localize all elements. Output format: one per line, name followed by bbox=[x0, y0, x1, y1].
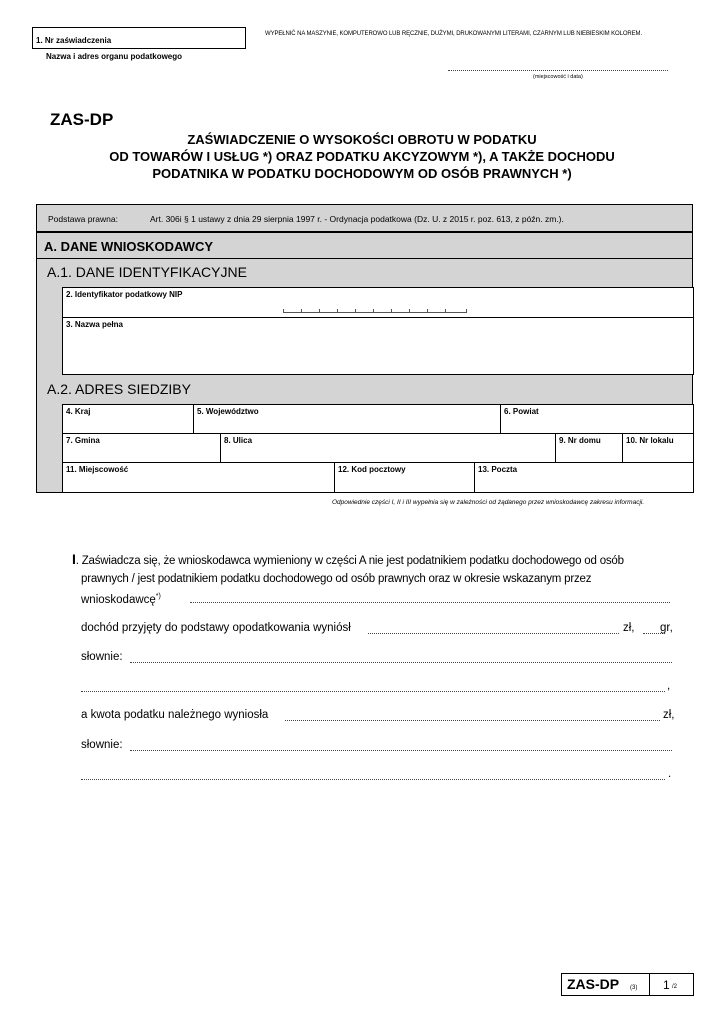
place-date-line[interactable] bbox=[448, 70, 668, 71]
part-i-line-1 bbox=[72, 551, 624, 567]
postal-code-label: 12. Kod pocztowy bbox=[338, 465, 406, 474]
country-field[interactable] bbox=[62, 404, 194, 434]
section-a bbox=[36, 232, 693, 493]
office-label: Nazwa i adres organu podatkowego bbox=[46, 52, 183, 61]
street-label: 8. Ulica bbox=[224, 436, 253, 445]
nip-comb bbox=[283, 312, 467, 313]
place-date-label: (miejscowość i data) bbox=[533, 74, 583, 80]
a1-title: A.1. DANE IDENTYFIKACYJNE bbox=[47, 264, 247, 280]
postal-code-field[interactable] bbox=[334, 462, 475, 493]
footer-total: /2 bbox=[672, 984, 678, 990]
nip-field[interactable] bbox=[62, 287, 694, 318]
income-words-line-1[interactable] bbox=[130, 662, 672, 663]
cert-number-label: 1. Nr zaświadczenia bbox=[36, 36, 112, 45]
legal-basis-label: Podstawa prawna: bbox=[48, 214, 118, 224]
income-words-line-2[interactable] bbox=[81, 691, 665, 692]
house-number-field[interactable] bbox=[555, 433, 623, 463]
tax-words-period: . bbox=[668, 768, 672, 780]
income-zl-label: zł, bbox=[623, 622, 635, 634]
income-words-label: słownie: bbox=[81, 651, 123, 663]
full-name-field[interactable] bbox=[62, 317, 694, 375]
title-line-2: OD TOWARÓW I USŁUG *) ORAZ PODATKU AKCYZOWYM *), A TAKŻE DOCHODU bbox=[109, 149, 615, 164]
part-i-star: *) bbox=[155, 593, 161, 600]
income-label: dochód przyjęty do podstawy opodatkowania wyniósł bbox=[81, 622, 351, 634]
commune-field[interactable] bbox=[62, 433, 221, 463]
full-name-label: 3. Nazwa pełna bbox=[66, 320, 123, 329]
cert-number-box[interactable] bbox=[32, 27, 246, 49]
part-i-text-2: prawnych / jest podatnikiem podatku dochodowego od osób prawnych oraz w okresie wskazanym przez bbox=[81, 573, 592, 585]
income-zl-line[interactable] bbox=[368, 633, 619, 634]
province-field[interactable] bbox=[193, 404, 501, 434]
city-label: 11. Miejscowość bbox=[66, 465, 129, 474]
house-number-label: 9. Nr domu bbox=[559, 436, 601, 445]
county-label: 6. Powiat bbox=[504, 407, 539, 416]
commune-label: 7. Gmina bbox=[66, 436, 100, 445]
tax-words-label: słownie: bbox=[81, 739, 123, 751]
county-field[interactable] bbox=[500, 404, 694, 434]
city-field[interactable] bbox=[62, 462, 335, 493]
part-i-text-1: . Zaświadcza się, że wnioskodawca wymieniony w części A nie jest podatnikiem podatku dochodowego od osób bbox=[75, 555, 624, 567]
footer-version: (3) bbox=[630, 985, 638, 991]
period-line[interactable] bbox=[190, 602, 670, 603]
tax-words-line-2[interactable] bbox=[81, 779, 665, 780]
footer-code-box bbox=[561, 973, 694, 996]
form-code: ZAS-DP bbox=[50, 110, 114, 129]
province-label: 5. Województwo bbox=[197, 407, 259, 416]
legal-basis-text: Art. 306i § 1 ustawy z dnia 29 sierpnia 1997 r. - Ordynacja podatkowa (Dz. U. z 2015 r. poz. 613, z późn. zm.). bbox=[150, 214, 564, 224]
form-title bbox=[40, 131, 684, 182]
section-a-header bbox=[36, 233, 693, 259]
nip-label: 2. Identyfikator podatkowy NIP bbox=[66, 290, 183, 299]
legal-basis-bar bbox=[36, 204, 693, 232]
tax-label: a kwota podatku należnego wyniosła bbox=[81, 709, 269, 721]
part-i-roman: I bbox=[72, 551, 76, 567]
a2-title: A.2. ADRES SIEDZIBY bbox=[47, 381, 191, 397]
post-office-label: 13. Poczta bbox=[478, 465, 518, 474]
post-office-field[interactable] bbox=[474, 462, 694, 493]
title-line-3: PODATNIKA W PODATKU DOCHODOWYM OD OSÓB PRAWNYCH *) bbox=[152, 166, 572, 181]
apartment-number-label: 10. Nr lokalu bbox=[626, 436, 674, 445]
section-a-title: A. DANE WNIOSKODAWCY bbox=[44, 239, 213, 254]
income-gr-label: gr, bbox=[660, 622, 673, 634]
title-line-1: ZAŚWIADCZENIE O WYSOKOŚCI OBROTU W PODATKU bbox=[187, 132, 537, 147]
part-i-text-3: wnioskodawcę bbox=[81, 593, 156, 606]
apartment-number-field[interactable] bbox=[622, 433, 694, 463]
country-label: 4. Kraj bbox=[66, 407, 91, 416]
tax-zl-label: zł, bbox=[663, 709, 675, 721]
part-i-line-3 bbox=[81, 593, 161, 606]
income-words-comma: , bbox=[667, 680, 671, 692]
footer-page: 1 bbox=[663, 978, 670, 992]
fill-instruction: WYPEŁNIĆ NA MASZYNIE, KOMPUTEROWO LUB RĘCZNIE, DUŻYMI, DRUKOWANYMI LITERAMI, CZARNYM LUB NIEBIESKIM KOLOREM. bbox=[265, 31, 643, 37]
tax-zl-line[interactable] bbox=[285, 720, 660, 721]
street-field[interactable] bbox=[220, 433, 556, 463]
parts-note: Odpowiednie części I, II i III wypełnia się w zależności od żądanego przez wnioskodawcę zakresu informacji. bbox=[332, 499, 645, 506]
footer-code: ZAS-DP bbox=[567, 976, 620, 992]
tax-words-line-1[interactable] bbox=[130, 750, 672, 751]
